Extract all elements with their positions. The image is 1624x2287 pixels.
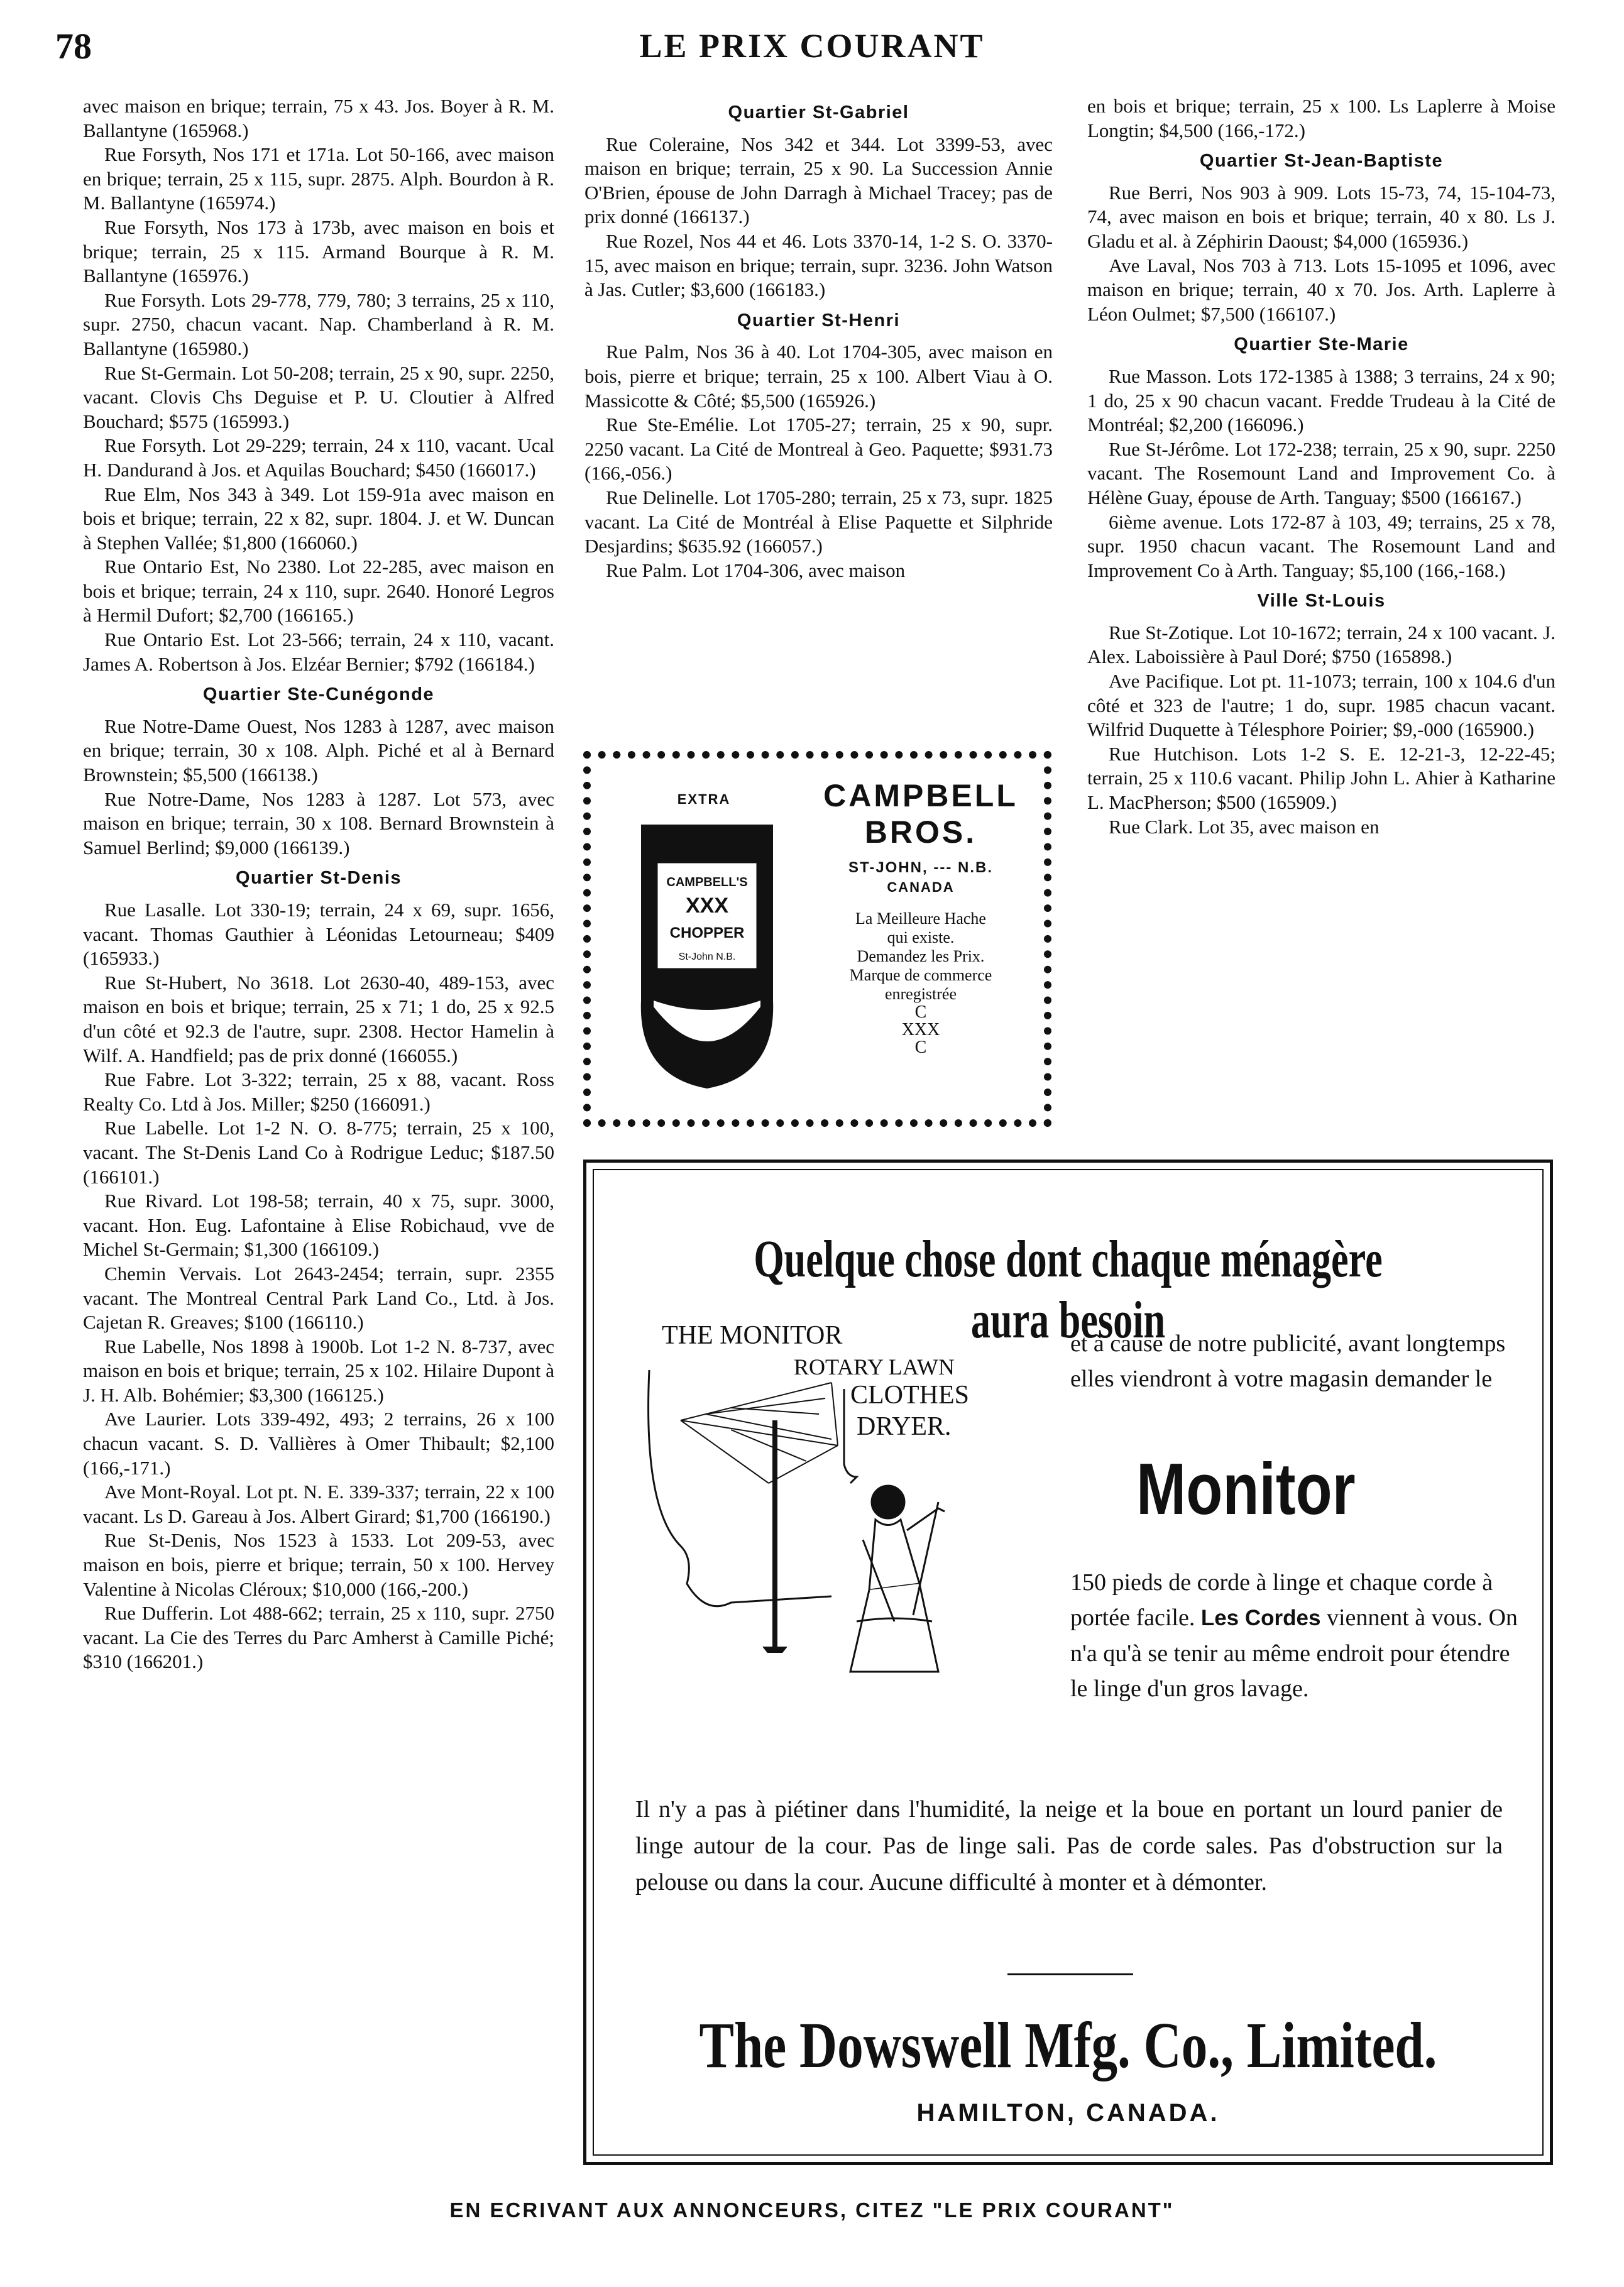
- left-listing-entry: Rue Labelle, Nos 1898 à 1900b. Lot 1-2 N. 8-737, avec maison en bois et brique; terrain, 25 x 102. Hilaire Dupont à J. H. Alb. Bohémier; $3,300 (166125.): [83, 1335, 554, 1406]
- trademark-mark: C: [914, 1038, 927, 1057]
- trademark-mark: C: [914, 1002, 927, 1022]
- middle-section-heading: Quartier St-Gabriel: [728, 102, 909, 123]
- campbell-name-2: BROS.: [864, 814, 977, 850]
- right-section-heading: Ville St-Louis: [1257, 591, 1386, 612]
- left-section-heading: Quartier Ste-Cunégonde: [202, 684, 435, 705]
- middle-listing-entry: Rue Delinelle. Lot 1705-280; terrain, 25 x 73, supr. 1825 vacant. La Cité de Montréal à Elise Paquette et Silphride Desjardins; $635.92 (166057.): [584, 486, 1053, 557]
- left-listing-entry: Chemin Vervais. Lot 2643-2454; terrain, supr. 2355 vacant. The Montreal Central Park Land Co., Ltd. à Jos. Cajetan R. Greaves; $100 (166110.): [83, 1262, 554, 1334]
- right-listing-entry: en bois et brique; terrain, 25 x 100. Ls Laplerre à Moise Longtin; $4,500 (166,-172.): [1087, 95, 1555, 141]
- monitor-features-emphasis: Les Cordes: [1200, 1606, 1321, 1630]
- left-listing-entry: avec maison en brique; terrain, 75 x 43. Jos. Boyer à R. M. Ballantyne (165968.): [83, 95, 554, 141]
- campbell-text: [801, 777, 1040, 1056]
- left-listing-entry: Rue Fabre. Lot 3-322; terrain, 25 x 88, vacant. Ross Realty Co. Ltd à Jos. Miller; $250 (166091.): [83, 1068, 554, 1115]
- right-listing-entry: Rue St-Zotique. Lot 10-1672; terrain, 24 x 100 vacant. J. Alex. Laboissière à Paul Doré; $750 (165898.): [1087, 621, 1555, 668]
- right-section-heading: Quartier Ste-Marie: [1234, 334, 1409, 355]
- right-listing-entry: Ave Laval, Nos 703 à 713. Lots 15-1095 et 1096, avec maison en brique; terrain, 40 x 70. Jos. Arth. Laplerre à Léon Oulmet; $7,500 (166107.): [1087, 254, 1555, 325]
- middle-listing-entry: Rue Palm, Nos 36 à 40. Lot 1704-305, avec maison en bois, pierre et brique; terrain, 25 x 100. Albert Viau à O. Massicotte & Côté; $5,500 (165926.): [584, 341, 1053, 412]
- right-listing-entry: Rue Clark. Lot 35, avec maison en: [1109, 815, 1380, 838]
- campbell-line: Marque de commerce: [849, 966, 992, 984]
- middle-column: [584, 94, 1053, 583]
- monitor-features-1: 150 pieds de corde à linge et chaque corde à portée facile.: [1070, 1569, 1493, 1631]
- left-listing-entry: Rue Forsyth, Nos 171 et 171a. Lot 50-166, avec maison en brique; terrain, 25 x 115, supr. 2875. Alph. Bourdon à R. M. Ballantyne (165974.): [83, 143, 554, 214]
- left-listing-entry: Rue Ontario Est, No 2380. Lot 22-285, avec maison en bois et brique; terrain, 24 x 110, supr. 2640. Honoré Legros à Hermil Dufort; $2,700 (166165.): [83, 556, 554, 627]
- monitor-features-text: [1070, 1565, 1523, 1706]
- monitor-headline: Quelque chose dont chaque ménagère aura besoin: [754, 1230, 1383, 1349]
- campbell-name: CAMPBELL: [823, 778, 1018, 813]
- left-listing-entry: Rue Notre-Dame, Nos 1283 à 1287. Lot 573, avec maison en brique; terrain, 30 x 108. Bernard Brownstein à Samuel Berlind; $9,000 (166139.): [83, 787, 554, 858]
- right-section-heading: Quartier St-Jean-Baptiste: [1199, 151, 1444, 172]
- left-listing-entry: Rue St-Denis, Nos 1523 à 1533. Lot 209-53, avec maison en bois, pierre et brique; terrain, 50 x 100. Hervey Valentine à Nicolas Cléroux; $10,000 (166,-200.): [83, 1529, 554, 1600]
- middle-listing-entry: Rue Rozel, Nos 44 et 46. Lots 3370-14, 1-2 S. O. 3370-15, avec maison en brique; terrain, supr. 3236. John Watson à Jas. Cutler; $3,600 (166183.): [584, 229, 1053, 301]
- page-number: 78: [55, 26, 92, 67]
- axe-grade-text: XXX: [685, 894, 729, 918]
- monitor-benefits-text: Il n'y a pas à piétiner dans l'humidité, la neige et la boue en portant un lourd panier de linge autour de la cour. Pas de linge sali. Pas de corde sales. Pas d'obstruction sur la pelouse ou dans la cour. Aucune difficulté à monter et à démonter.: [635, 1796, 1503, 1895]
- left-listing-entry: Rue Forsyth. Lot 29-229; terrain, 24 x 110, vacant. Ucal H. Dandurand à Jos. et Aquilas Bouchard; $450 (166017.): [83, 434, 554, 481]
- axe-brand-text: CAMPBELL'S: [666, 875, 748, 889]
- left-listing-entry: Rue Labelle. Lot 1-2 N. O. 8-775; terrain, 25 x 100, vacant. The St-Denis Land Co à Rodrigue Leduc; $187.50 (166101.): [83, 1117, 554, 1188]
- middle-section-heading: Quartier St-Henri: [737, 310, 901, 331]
- divider: [1007, 1973, 1133, 1975]
- illustration-title: CLOTHES: [850, 1381, 969, 1410]
- illustration-title: THE MONITOR: [662, 1321, 843, 1350]
- left-listing-entry: Rue Forsyth, Nos 173 à 173b, avec maison en bois et brique; terrain, 25 x 115. Armand Bourque à R. M. Ballantyne (165976.): [83, 216, 554, 287]
- left-listing-entry: Rue Forsyth. Lots 29-778, 779, 780; 3 terrains, 25 x 110, supr. 2750, chacun vacant. Nap. Chamberland à R. M. Ballantyne (165980.): [83, 288, 554, 359]
- footer-notice: EN ECRIVANT AUX ANNONCEURS, CITEZ "LE PRIX COURANT": [449, 2198, 1175, 2222]
- right-listing-entry: Rue Berri, Nos 903 à 909. Lots 15-73, 74, 15-104-73, 74, avec maison en bois et brique; terrain, 40 x 80. Ls J. Gladu et al. à Zéphirin Daoust; $4,000 (165936.): [1087, 181, 1555, 252]
- company-city: HAMILTON, CANADA.: [916, 2099, 1220, 2127]
- campbell-line: enregistrée: [884, 985, 957, 1003]
- monitor-features-2: viennent à vous. On n'a qu'à se tenir au même endroit pour étendre le linge d'un gros lavage.: [1070, 1604, 1518, 1702]
- campbell-line: La Meilleure Hache: [855, 909, 986, 928]
- middle-listing-entry: Rue Ste-Emélie. Lot 1705-27; terrain, 25 x 90, supr. 2250 vacant. La Cité de Montreal à Geo. Paquette; $931.73 (166,-056.): [584, 414, 1053, 485]
- running-head: LE PRIX COURANT: [639, 27, 985, 65]
- axe-maker-text: St-John N.B.: [678, 952, 736, 962]
- right-listing-entry: Rue Hutchison. Lots 1-2 S. E. 12-21-3, 12-22-45; terrain, 25 x 110.6 vacant. Philip John L. Ahier à Katharine L. MacPherson; $500 (165909.): [1087, 742, 1555, 814]
- left-column: [83, 94, 554, 1674]
- left-listing-entry: Rue Elm, Nos 343 à 349. Lot 159-91a avec maison en bois et brique; terrain, 22 x 82, supr. 1804. J. et W. Duncan à Stephen Vallée; $1,800 (166060.): [83, 483, 554, 554]
- left-listing-entry: Rue Ontario Est. Lot 23-566; terrain, 24 x 110, vacant. James A. Robertson à Jos. Elzéar Bernier; $792 (166184.): [83, 628, 554, 675]
- middle-listing-entry: Rue Palm. Lot 1704-306, avec maison: [606, 559, 906, 581]
- right-listing-entry: Ave Pacifique. Lot pt. 11-1073; terrain, 100 x 104.6 d'un côté et 323 de l'autre; 1 do, supr. 1985 chacun vacant. Wilfrid Duquette à Télesphore Poirier; $9,-000 (165900.): [1087, 670, 1555, 741]
- left-listing-entry: Rue St-Germain. Lot 50-208; terrain, 25 x 90, supr. 2250, vacant. Clovis Chs Deguise et P. U. Cloutier à Alfred Bouchard; $575 (165993.): [83, 361, 554, 432]
- left-listing-entry: Rue St-Hubert, No 3618. Lot 2630-40, 489-153, avec maison en bois et brique; terrain, 25 x 71; 1 do, 25 x 92.5 d'un côté et 92.3 de l'autre, supr. 2308. Hector Hamelin à Wilf. A. Handfield; pas de prix donné (166055.): [83, 971, 554, 1067]
- left-listing-entry: Rue Notre-Dame Ouest, Nos 1283 à 1287, avec maison en brique; terrain, 30 x 108. Alph. Piché et al à Bernard Brownstein; $5,500 (166138.): [83, 715, 554, 786]
- right-listing-entry: 6ième avenue. Lots 172-87 à 103, 49; terrains, 25 x 78, supr. 1950 chacun vacant. The Rosemount Land and Improvement Co à Arth. Tanguay; $5,100 (166,-168.): [1087, 510, 1555, 581]
- axe-type-text: CHOPPER: [669, 924, 745, 941]
- left-section-heading: Quartier St-Denis: [236, 868, 402, 889]
- axe-icon: [628, 812, 786, 1095]
- right-listing-entry: Rue St-Jérôme. Lot 172-238; terrain, 25 x 90, supr. 2250 vacant. The Rosemount Land and Improvement Co. à Hélène Guay, épouse de Arth. Tanguay; $500 (166167.): [1087, 437, 1555, 508]
- left-listing-entry: Rue Rivard. Lot 198-58; terrain, 40 x 75, supr. 3000, vacant. Hon. Eug. Lafontaine à Elise Robichaud, vve de Michel St-Germain; $1,300 (166109.): [83, 1190, 554, 1261]
- left-listing-entry: Ave Laurier. Lots 339-492, 493; 2 terrains, 26 x 100 chacun vacant. S. D. Vallières à Omer Thibault; $2,100 (166,-171.): [83, 1408, 554, 1479]
- company-name: The Dowswell Mfg. Co., Limited.: [699, 2009, 1437, 2081]
- illustration-title: ROTARY LAWN: [794, 1354, 955, 1379]
- monitor-intro-text: et à cause de notre publicité, avant longtemps elles viendront à votre magasin demander le: [1070, 1330, 1506, 1392]
- monitor-advertisement: [583, 1160, 1553, 2165]
- right-listing-entry: Rue Masson. Lots 172-1385 à 1388; 3 terrains, 24 x 90; 1 do, 25 x 90 chacun vacant. Fredde Trudeau à la Cité de Montréal; $2,200 (166096.): [1087, 365, 1555, 436]
- campbell-advertisement: [583, 751, 1051, 1127]
- left-listing-entry: Rue Dufferin. Lot 488-662; terrain, 25 x 110, supr. 2750 vacant. La Cie des Terres du Parc Amherst à Camille Piché; $310 (166201.): [83, 1602, 554, 1673]
- campbell-line: Demandez les Prix.: [857, 947, 985, 965]
- right-column: [1087, 94, 1555, 839]
- monitor-brand: Monitor: [1136, 1448, 1356, 1530]
- campbell-line: qui existe.: [887, 928, 955, 946]
- dryer-and-woman-icon: [643, 1320, 1026, 1684]
- left-listing-entry: Ave Mont-Royal. Lot pt. N. E. 339-337; terrain, 22 x 100 vacant. Ls D. Gareau à Jos. Albert Girard; $1,700 (166190.): [83, 1481, 554, 1527]
- campbell-city: ST-JOHN, --- N.B.: [848, 859, 993, 876]
- axe-label: EXTRA: [677, 791, 731, 807]
- middle-listing-entry: Rue Coleraine, Nos 342 et 344. Lot 3399-53, avec maison en brique; terrain, 25 x 90. La Succession Annie O'Brien, épouse de John Darragh à Michael Tracey; pas de prix donné (166137.): [584, 133, 1053, 228]
- clothes-dryer-illustration: [643, 1320, 1026, 1684]
- campbell-country: CANADA: [887, 879, 955, 895]
- trademark-mark: XXX: [901, 1020, 940, 1039]
- illustration-title: DRYER.: [857, 1412, 952, 1441]
- left-listing-entry: Rue Lasalle. Lot 330-19; terrain, 24 x 69, supr. 1656, vacant. Thomas Gauthier à Léonidas Letourneau; $409 (165933.): [83, 899, 554, 970]
